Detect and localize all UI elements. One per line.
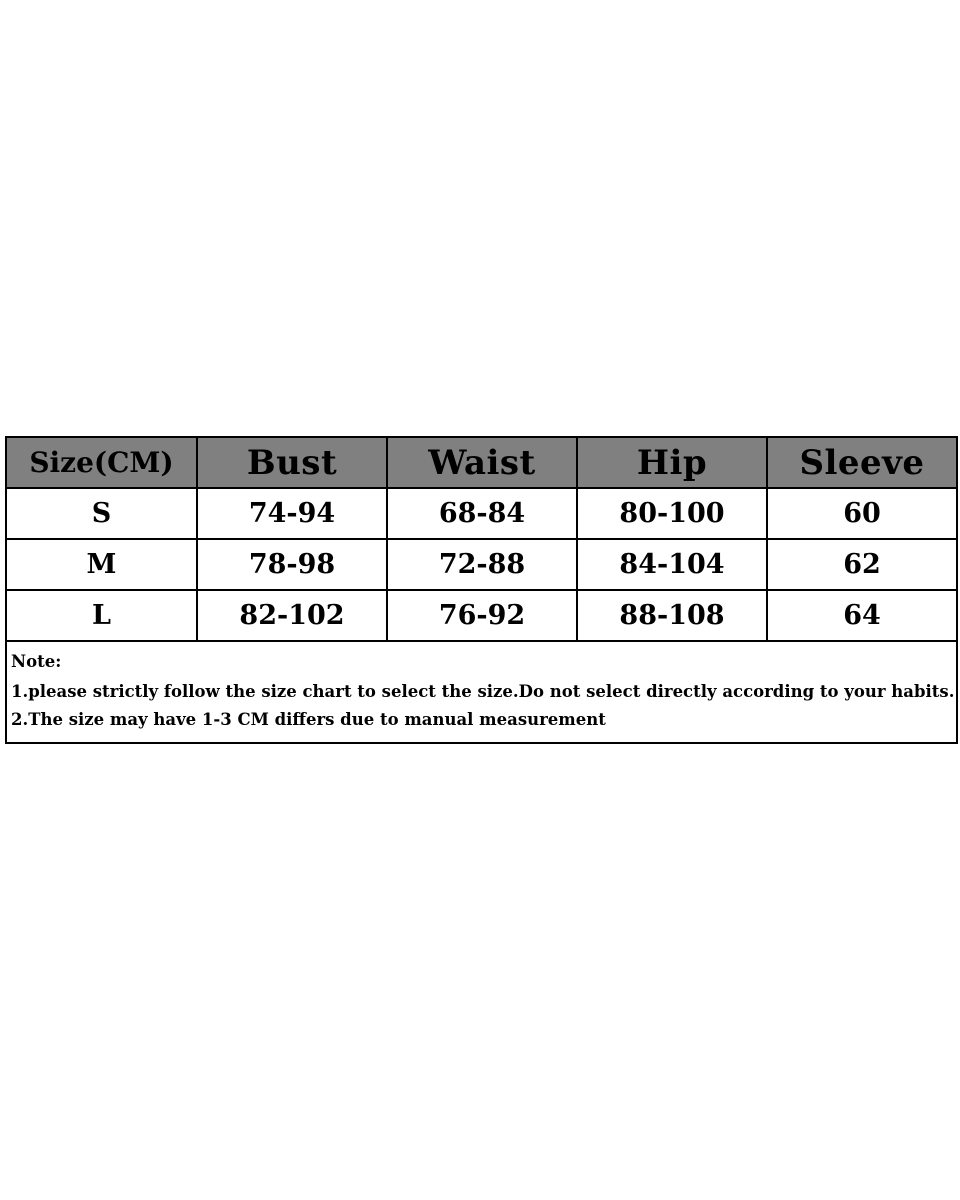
table-row bbox=[7, 590, 956, 641]
hip-cell: 88-108 bbox=[577, 590, 767, 641]
note-label: Note: bbox=[11, 652, 62, 671]
bust-cell: 78-98 bbox=[197, 539, 387, 590]
sleeve-cell: 64 bbox=[767, 590, 956, 641]
waist-cell: 72-88 bbox=[387, 539, 577, 590]
header-bust: Bust bbox=[197, 438, 387, 488]
header-size: Size(CM) bbox=[7, 438, 197, 488]
header-hip: Hip bbox=[577, 438, 767, 488]
hip-cell: 84-104 bbox=[577, 539, 767, 590]
sleeve-cell: 60 bbox=[767, 488, 956, 539]
bust-cell: 82-102 bbox=[197, 590, 387, 641]
table-row bbox=[7, 539, 956, 590]
size-chart bbox=[5, 436, 958, 744]
size-table bbox=[7, 438, 956, 642]
table-row bbox=[7, 488, 956, 539]
note-line-2: 2.The size may have 1-3 CM differs due to manual measurement bbox=[11, 710, 606, 729]
size-cell: M bbox=[7, 539, 197, 590]
header-row bbox=[7, 438, 956, 488]
notes-section bbox=[7, 642, 956, 742]
sleeve-cell: 62 bbox=[767, 539, 956, 590]
hip-cell: 80-100 bbox=[577, 488, 767, 539]
bust-cell: 74-94 bbox=[197, 488, 387, 539]
header-sleeve: Sleeve bbox=[767, 438, 956, 488]
note-line-1: 1.please strictly follow the size chart to select the size.Do not select directly according to your habits. bbox=[11, 682, 955, 701]
waist-cell: 76-92 bbox=[387, 590, 577, 641]
size-cell: S bbox=[7, 488, 197, 539]
size-cell: L bbox=[7, 590, 197, 641]
waist-cell: 68-84 bbox=[387, 488, 577, 539]
header-waist: Waist bbox=[387, 438, 577, 488]
